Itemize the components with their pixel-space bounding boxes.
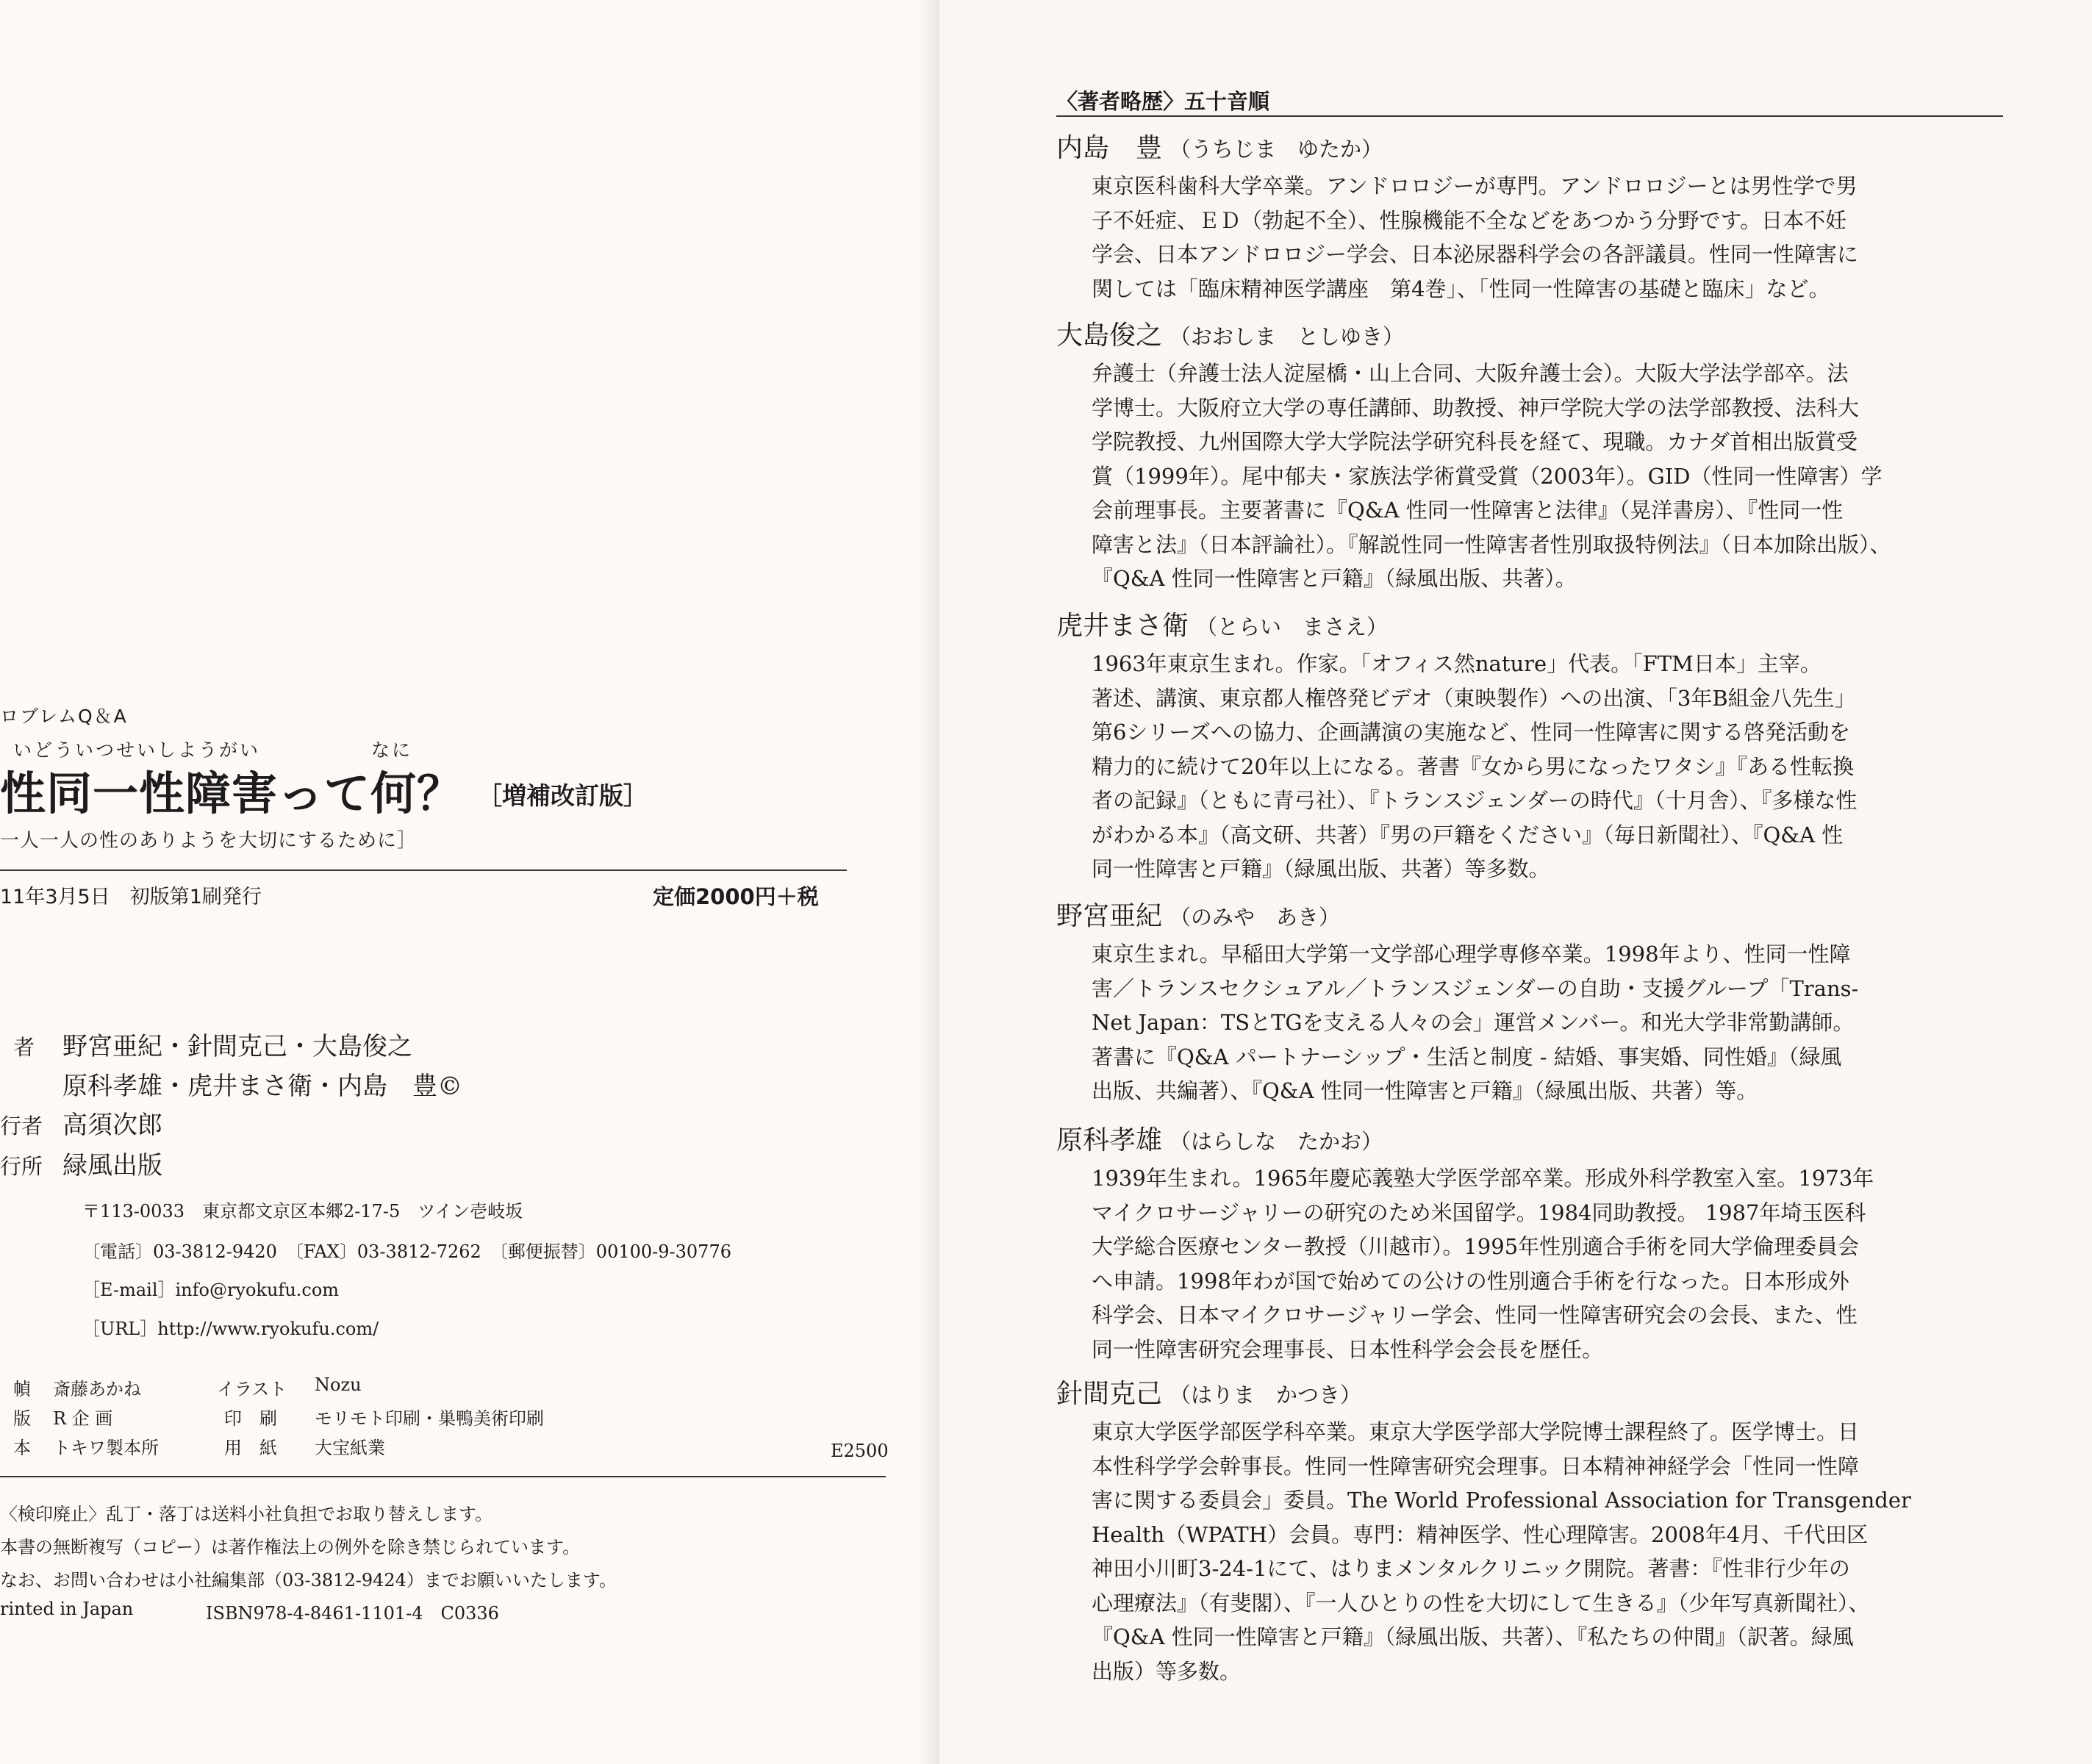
bio-line: 出版、共編著）、『Q&A 性同一性障害と戸籍』（緑風出版、共著）等。 (1092, 1078, 1758, 1103)
credit-label: 版 (13, 1408, 31, 1429)
isbn: ISBN978-4-8461-1101-4 C0336 (206, 1603, 499, 1624)
credit-label-2: 用 紙 (224, 1438, 277, 1458)
bio-line: 著述、講演、東京都人権啓発ビデオ（東映製作）への出演、「3年B組金八先生」 (1092, 685, 1856, 711)
credit-value: 斎藤あかね (53, 1379, 141, 1399)
bio-line: 神田小川町3-24-1にて、はりまメンタルクリニック開院。著書：『性非行少年の (1092, 1556, 1850, 1581)
product-code: E2500 (831, 1441, 889, 1461)
bio-line: 『Q&A 性同一性障害と戸籍』（緑風出版、共著）。 (1092, 566, 1577, 591)
author-kana: （のみや あき） (1169, 905, 1341, 930)
author-name-line (1056, 316, 1979, 356)
bio-line: 1963年東京生まれ。作家。「オフィス然nature」代表。「FTM日本」主宰。 (1092, 651, 1821, 676)
book-title: 性同一性障害って何？ (0, 767, 464, 820)
email: ［E-mail］info@ryokufu.com (82, 1280, 340, 1300)
credit-label: 本 (13, 1438, 31, 1458)
bio-line: 東京生まれ。早稲田大学第一文学部心理学専修卒業。1998年より、性同一性障 (1092, 942, 1851, 967)
author-entry (1056, 897, 1979, 1108)
bio-line: 会前理事長。主要著書に『Q&A 性同一性障害と法律』（晃洋書房）、『性同一性 (1092, 498, 1844, 523)
credit-label: 幀 (13, 1379, 31, 1399)
author-bio (1092, 937, 1979, 1108)
divider (0, 870, 847, 871)
bio-line: 精力的に続けて20年以上になる。著書『女から男になったワタシ』『ある性転換 (1092, 753, 1855, 779)
notice-line: なお、お問い合わせは小社編集部（03-3812-9424）までお願いいたします。 (0, 1570, 617, 1591)
bio-line: 科学会、日本マイクロサージャリー学会、性同一性障害研究会の会長、また、性 (1092, 1302, 1858, 1327)
credit-label-2: イラスト (217, 1379, 287, 1399)
bio-line: 子不妊症、ＥＤ（勃起不全）、性腺機能不全などをあつかう分野です。日本不妊 (1092, 207, 1847, 233)
credit-value: トキワ製本所 (53, 1438, 159, 1458)
publisher-person-label: 行者 (0, 1114, 43, 1139)
author-bio (1092, 647, 1979, 886)
bio-line: 本性科学学会幹事長。性同一性障害研究会理事。日本精神神経学会「性同一性障 (1092, 1453, 1860, 1479)
author-name-line (1056, 1121, 1979, 1161)
publisher-person: 高須次郎 (62, 1111, 162, 1140)
author-name: 針間克己 (1056, 1379, 1163, 1409)
bio-line: 害に関する委員会」委員。The World Professional Association for Transgender (1092, 1488, 1911, 1513)
author-name: 野宮亜紀 (1056, 901, 1163, 931)
author-bio (1092, 1161, 1979, 1366)
author-bio (1092, 169, 1979, 306)
bios-header-rule (1056, 115, 2003, 117)
author-kana: （おおしま としゆき） (1169, 324, 1405, 349)
bio-line: 出版）等多数。 (1092, 1658, 1242, 1684)
bio-line: へ申請。1998年わが国で始めての公けの性別適合手術を行なった。日本形成外 (1092, 1268, 1849, 1294)
author-kana: （とらい まさえ） (1196, 614, 1389, 639)
credit-value-2: Nozu (315, 1374, 362, 1395)
credit-label-2: 印 刷 (224, 1408, 277, 1429)
author-entry (1056, 316, 1979, 596)
bio-line: 東京医科歯科大学卒業。アンドロロジーが専門。アンドロロジーとは男性学で男 (1092, 173, 1858, 198)
bio-line: 同一性障害研究会理事長、日本性科学会会長を歴任。 (1092, 1336, 1604, 1362)
bio-line: 学博士。大阪府立大学の専任講師、助教授、神戸学院大学の法学部教授、法科大 (1092, 395, 1860, 420)
authors-line-1: 野宮亜紀・針間克己・大島俊之 (62, 1032, 412, 1061)
bio-line: 第6シリーズへの協力、企画講演の実施など、性同一性障害に関する啓発活動を (1092, 720, 1851, 745)
bio-line: 心理療法』（有斐閣）、『一人ひとりの性を大切にして生きる』（少年写真新聞社）、 (1092, 1590, 1870, 1616)
publisher-label: 行所 (0, 1154, 43, 1179)
title-ruby: いどういつせいしようがい (13, 739, 261, 761)
bio-line: 関しては「臨床精神医学講座 第4巻」、「性同一性障害の基礎と臨床」など。 (1092, 276, 1830, 301)
bio-line: マイクロサージャリーの研究のため米国留学。1984同助教授。 1987年埼玉医科 (1092, 1200, 1866, 1225)
authors-line-2: 原科孝雄・虎井まさ衛・内島 豊© (62, 1072, 462, 1101)
edition-label: ［増補改訂版］ (478, 781, 648, 810)
publisher-name: 緑風出版 (62, 1151, 162, 1180)
title-ruby-2: なに (371, 739, 413, 761)
series-name: ロブレムQ＆A (0, 706, 128, 727)
bio-line: 1939年生まれ。1965年慶応義塾大学医学部卒業。形成外科学教室入室。1973年 (1092, 1166, 1874, 1191)
author-kana: （うちじま ゆたか） (1169, 137, 1383, 162)
price: 定価2000円＋税 (653, 884, 819, 909)
author-entry (1056, 1121, 1979, 1366)
bio-line: 同一性障害と戸籍』（緑風出版、共著）等多数。 (1092, 856, 1550, 881)
bio-line: Net Japan：TSとTGを支える人々の会」運営メンバー。和光大学非常勤講師。 (1092, 1010, 1855, 1035)
author-name-line (1056, 606, 1979, 647)
bio-line: 学院教授、九州国際大学大学院法学研究科長を経て、現職。カナダ首相出版賞受 (1092, 429, 1858, 454)
author-kana: （はらしな たかお） (1169, 1129, 1383, 1154)
bio-line: 賞（1999年）。尾中郁夫・家族法学術賞受賞（2003年）。GID（性同一性障害）学 (1092, 463, 1883, 489)
address: 〒113-0033 東京都文京区本郷2-17-5 ツイン壱岐坂 (82, 1201, 523, 1222)
bio-line: 害／トランスセクシュアル／トランスジェンダーの自助・支援グループ「Trans- (1092, 975, 1859, 1001)
credit-value-2: モリモト印刷・巣鴨美術印刷 (315, 1408, 544, 1429)
book-subtitle: 一人一人の性のありようを大切にするために］ (0, 830, 418, 852)
author-name-line (1056, 1374, 1979, 1415)
author-entry (1056, 129, 1979, 306)
author-name-line (1056, 897, 1979, 937)
author-bio (1092, 1415, 1979, 1688)
notice-line: 〈検印廃止〉乱丁・落丁は送料小社負担でお取り替えします。 (0, 1504, 493, 1524)
url: ［URL］http://www.ryokufu.com/ (82, 1319, 379, 1339)
printed-in-japan: rinted in Japan (0, 1599, 134, 1619)
bio-line: 著書に『Q&A パートナーシップ・生活と制度 - 結婚、事実婚、同性婚』（緑風 (1092, 1044, 1842, 1069)
left-page-colophon (0, 0, 939, 1764)
author-label: 者 (13, 1035, 35, 1060)
bio-line: 学会、日本アンドロロジー学会、日本泌尿器科学会の各評議員。性同一性障害に (1092, 242, 1858, 267)
author-name-line (1056, 129, 1979, 169)
author-name: 原科孝雄 (1056, 1125, 1163, 1155)
author-name: 内島 豊 (1056, 133, 1163, 163)
phone-fax: 〔電話〕03-3812-9420 〔FAX〕03-3812-7262 〔郵便振替〕00100-9-30776 (82, 1241, 731, 1262)
author-bio (1092, 356, 1979, 596)
author-name: 大島俊之 (1056, 320, 1163, 351)
publication-date: 11年3月5日 初版第1刷発行 (0, 886, 262, 908)
author-kana: （はりま かつき） (1169, 1383, 1362, 1408)
author-entry (1056, 1374, 1979, 1688)
bio-line: 東京大学医学部医学科卒業。東京大学医学部大学院博士課程終了。医学博士。日 (1092, 1419, 1860, 1444)
divider-bottom (0, 1476, 886, 1477)
bio-line: 大学総合医療センター教授（川越市）。1995年性別適合手術を同大学倫理委員会 (1092, 1234, 1860, 1259)
bio-line: 弁護士（弁護士法人淀屋橋・山上合同、大阪弁護士会）。大阪大学法学部卒。法 (1092, 361, 1849, 386)
credit-value: R 企 画 (53, 1408, 113, 1429)
author-name: 虎井まさ衛 (1056, 611, 1189, 641)
bios-header: 〈著者略歴〉五十音順 (1056, 89, 1270, 114)
bio-line: 『Q&A 性同一性障害と戸籍』（緑風出版、共著）、『私たちの仲間』（訳著。緑風 (1092, 1624, 1854, 1649)
bio-line: 者の記録』（ともに青弓社）、『トランスジェンダーの時代』（十月舎）、『多様な性 (1092, 788, 1858, 813)
bio-line: 障害と法』（日本評論社）。『解説性同一性障害者性別取扱特例法』（日本加除出版）、 (1092, 531, 1891, 557)
credit-value-2: 大宝紙業 (315, 1438, 385, 1458)
author-entry (1056, 606, 1979, 886)
notice-line: 本書の無断複写（コピー）は著作権法上の例外を除き禁じられています。 (0, 1537, 581, 1557)
bio-line: Health（WPATH）会員。専門：精神医学、性心理障害。2008年4月、千代田区 (1092, 1521, 1869, 1547)
bio-line: がわかる本』（高文研、共著）『男の戸籍をください』（毎日新聞社）、『Q&A 性 (1092, 822, 1844, 847)
